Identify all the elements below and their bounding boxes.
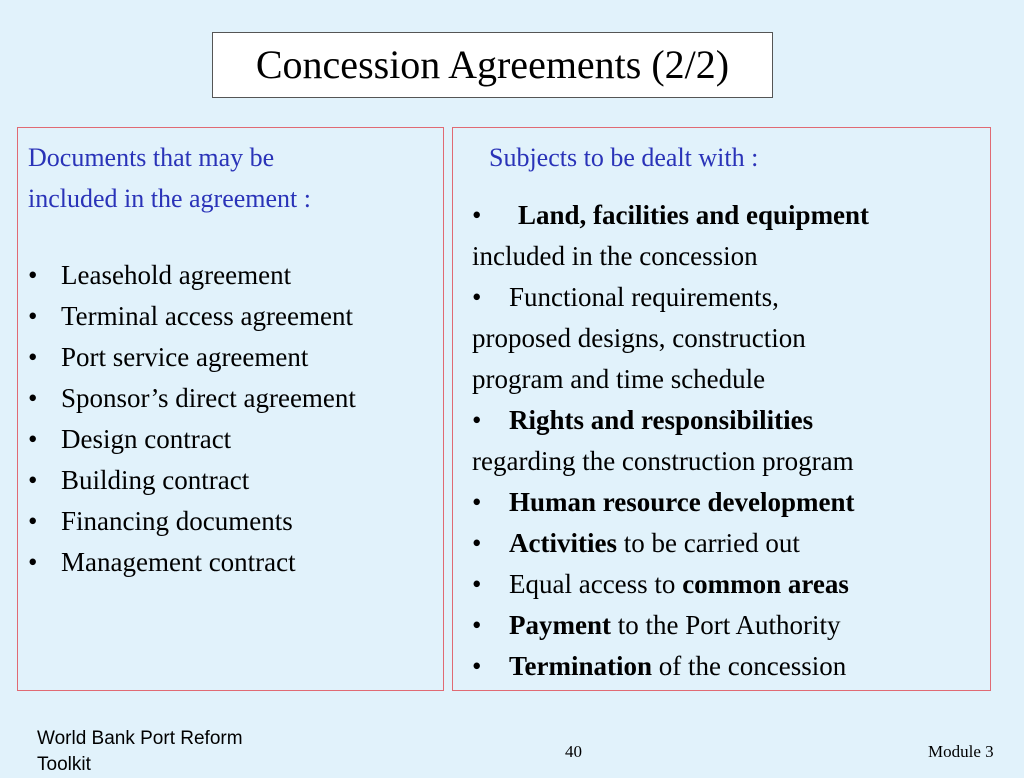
bullet-icon: •: [472, 528, 482, 558]
subject-activities: • Activities to be carried out: [472, 523, 987, 564]
subject-land-cont: included in the concession: [472, 241, 758, 271]
bullet-icon: •: [472, 651, 482, 681]
bullet-icon: •: [472, 282, 482, 312]
documents-list: [28, 255, 356, 583]
subject-termination: • Termination of the concession: [472, 646, 987, 687]
list-item: • Management contract: [28, 542, 356, 583]
subjects-heading: Subjects to be dealt with :: [489, 143, 759, 172]
subject-functional-cont2: program and time schedule: [472, 364, 766, 394]
bullet-icon: •: [472, 569, 482, 599]
bullet-icon: •: [28, 301, 38, 331]
subject-functional-cont1: proposed designs, construction: [472, 323, 806, 353]
bullet-icon: •: [28, 547, 38, 577]
list-item: • Design contract: [28, 419, 356, 460]
subjects-panel: [452, 127, 991, 691]
list-item: • Terminal access agreement: [28, 296, 356, 337]
bullet-icon: •: [28, 383, 38, 413]
bullet-icon: •: [28, 424, 38, 454]
subject-payment: • Payment to the Port Authority: [472, 605, 987, 646]
subject-land: • Land, facilities and equipment: [472, 195, 987, 236]
bullet-icon: •: [472, 200, 482, 230]
bullet-icon: •: [28, 465, 38, 495]
bullet-icon: •: [472, 405, 482, 435]
bullet-icon: •: [28, 342, 38, 372]
slide-title: Concession Agreements (2/2): [255, 42, 730, 87]
list-item: • Leasehold agreement: [28, 255, 356, 296]
subject-hrd: • Human resource development: [472, 482, 987, 523]
footer-source: World Bank Port Reform Toolkit: [37, 728, 243, 775]
subject-rights: • Rights and responsibilities: [472, 400, 987, 441]
bullet-icon: •: [472, 487, 482, 517]
page-number: 40: [565, 742, 582, 761]
bullet-icon: •: [28, 260, 38, 290]
list-item: • Building contract: [28, 460, 356, 501]
subject-equal-access: • Equal access to common areas: [472, 564, 987, 605]
bullet-icon: •: [472, 610, 482, 640]
subjects-list: [472, 195, 987, 687]
documents-heading: [28, 137, 428, 219]
documents-heading-line2: included in the agreement :: [28, 184, 312, 213]
documents-heading-line1: Documents that may be: [28, 143, 275, 172]
module-label: Module 3: [928, 742, 994, 761]
list-item: • Financing documents: [28, 501, 356, 542]
list-item: • Sponsor’s direct agreement: [28, 378, 356, 419]
bullet-icon: •: [28, 506, 38, 536]
slide-title-box: [212, 32, 773, 98]
subject-functional: • Functional requirements,: [472, 277, 987, 318]
documents-panel: [17, 127, 444, 691]
list-item: • Port service agreement: [28, 337, 356, 378]
subject-rights-cont: regarding the construction program: [472, 446, 854, 476]
